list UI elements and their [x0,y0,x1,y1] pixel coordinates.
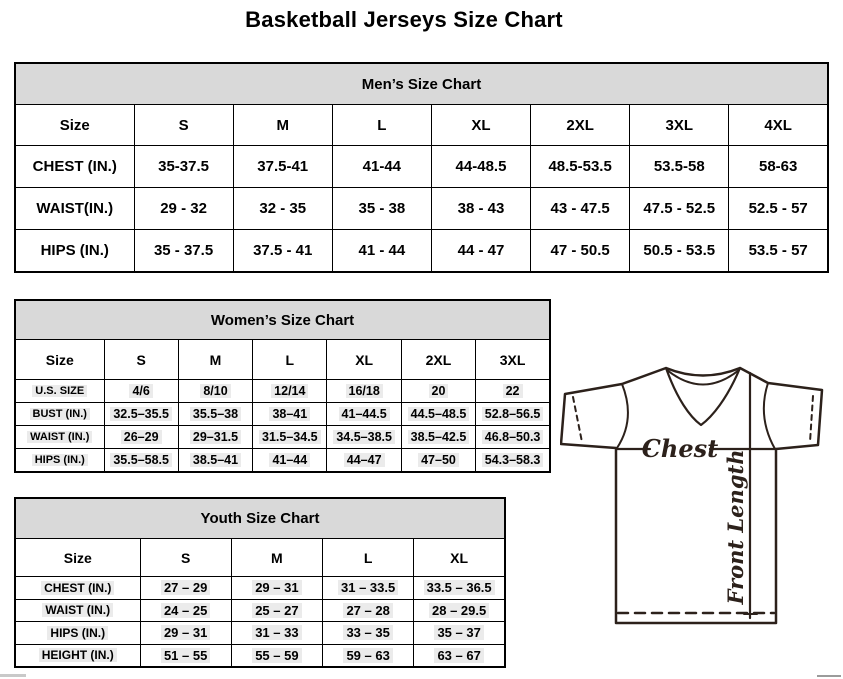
table-row [15,622,505,645]
value-text: 44–47 [344,453,385,467]
value-cell [140,622,231,645]
column-header-text: 3XL [499,351,526,368]
value-text: 37.5-41 [257,158,309,175]
value-cell [104,449,178,473]
column-header [476,340,550,380]
value-text: 27 – 29 [161,580,210,595]
value-cell [104,380,178,403]
value-text: 16/18 [346,384,383,398]
row-label [15,644,140,667]
value-cell [332,230,431,273]
table-row [15,230,828,273]
value-cell [104,403,178,426]
column-header-text: Size [45,351,74,368]
row-label-text: U.S. SIZE [32,385,87,397]
value-text: 38–41 [269,407,310,421]
value-cell [253,380,327,403]
column-header-text: S [136,351,146,368]
column-header [323,539,414,577]
row-label-text: HIPS (IN.) [40,242,109,259]
value-text: 29 - 32 [160,200,207,217]
row-label-text: WAIST(IN.) [36,200,114,217]
column-header [531,105,630,146]
value-cell [630,146,729,188]
value-text: 44 - 47 [457,242,505,259]
value-cell [323,622,414,645]
value-cell [231,622,322,645]
table-row [15,426,550,449]
value-cell [253,449,327,473]
value-text: 33.5 – 36.5 [424,580,495,595]
youth-size-table [14,497,506,668]
column-header [729,105,828,146]
edge-artifact-left [0,674,26,677]
value-text: 35-37.5 [158,158,209,175]
value-text: 29–31.5 [190,430,241,444]
value-text: 12/14 [271,384,308,398]
value-cell [327,380,401,403]
value-text: 35 - 37.5 [153,242,214,259]
column-header [431,105,530,146]
row-label-text: HIPS (IN.) [32,454,88,466]
row-label [15,622,140,645]
value-text: 41–44 [269,453,310,467]
value-cell [233,146,332,188]
size-table [14,299,551,473]
value-cell [476,449,550,473]
value-cell [414,599,505,622]
row-label-text: CHEST (IN.) [32,158,117,175]
row-label-text: WAIST (IN.) [42,603,113,617]
table-row [15,188,828,230]
value-cell [253,426,327,449]
column-header-text: 2XL [425,351,452,368]
table-row [15,146,828,188]
column-header [134,105,233,146]
column-header [104,340,178,380]
column-header-text: Size [59,116,90,134]
value-cell [729,230,828,273]
value-cell [134,188,233,230]
row-label-text: CHEST (IN.) [41,581,114,595]
column-header [231,539,322,577]
value-text: 44.5–48.5 [408,407,470,421]
jersey-measurement-diagram [560,365,840,635]
value-text: 27 – 28 [343,603,392,618]
column-header-text: S [178,116,189,134]
column-header-text: M [276,116,289,134]
size-table [14,62,829,273]
value-text: 20 [429,384,449,398]
value-cell [476,403,550,426]
value-text: 31.5–34.5 [259,430,321,444]
column-header [332,105,431,146]
value-text: 51 – 55 [161,648,210,663]
value-text: 46.8–50.3 [482,430,544,444]
column-header-text: 3XL [665,116,694,134]
table-row [15,380,550,403]
row-label [15,426,104,449]
value-cell [233,188,332,230]
table-row [15,449,550,473]
value-text: 41–44.5 [339,407,390,421]
column-header-text: S [180,549,191,566]
column-header-text: M [209,351,222,368]
column-header-row [15,105,828,146]
value-cell [401,403,475,426]
column-header-row [15,340,550,380]
column-header-text: Size [63,549,92,566]
row-label [15,230,134,273]
value-text: 55 – 59 [252,648,301,663]
row-label [15,146,134,188]
value-text: 41 - 44 [358,242,406,259]
value-text: 31 – 33.5 [338,580,398,595]
table-row [15,577,505,600]
table-title [15,498,505,539]
value-cell [323,599,414,622]
row-label-text: BUST (IN.) [30,408,90,420]
value-text: 52.8–56.5 [482,407,544,421]
table-row [15,599,505,622]
value-cell [253,403,327,426]
value-text: 58-63 [758,158,798,175]
column-header-text: XL [471,116,491,134]
value-cell [630,230,729,273]
value-text: 59 – 63 [343,648,392,663]
value-text: 48.5-53.5 [548,158,612,175]
value-cell [140,599,231,622]
value-text: 47.5 - 52.5 [643,200,716,217]
value-text: 37.5 - 41 [253,242,313,259]
row-label-text: HIPS (IN.) [47,626,108,640]
column-header [140,539,231,577]
value-cell [233,230,332,273]
column-header [15,340,104,380]
table-title [15,63,828,105]
column-header-text: L [363,549,373,566]
value-text: 47–50 [418,453,459,467]
table-row [15,644,505,667]
row-label [15,599,140,622]
value-cell [414,622,505,645]
row-label-text: HEIGHT (IN.) [39,648,117,662]
value-cell [431,146,530,188]
value-cell [401,380,475,403]
value-text: 41-44 [362,158,402,175]
value-cell [104,426,178,449]
value-text: 38 - 43 [457,200,505,217]
row-label [15,380,104,403]
value-text: 25 – 27 [252,603,301,618]
value-cell [332,188,431,230]
value-text: 52.5 - 57 [748,200,808,217]
value-text: 8/10 [200,384,230,398]
table-title-row [15,63,828,105]
column-header [15,539,140,577]
value-text: 32 - 35 [259,200,307,217]
column-header-text: L [377,116,387,134]
value-cell [178,403,252,426]
value-text: 34.5–38.5 [333,430,395,444]
value-cell [134,146,233,188]
front-length-label: Front Length [723,449,748,605]
value-cell [140,644,231,667]
value-cell [414,577,505,600]
table-title-text: Men’s Size Chart [361,75,482,93]
column-header-row [15,539,505,577]
value-text: 4/6 [129,384,152,398]
value-text: 24 – 25 [161,603,210,618]
column-header-text: 4XL [764,116,792,134]
value-text: 38.5–41 [190,453,241,467]
jersey-outline [561,368,822,623]
table-title [15,300,550,340]
edge-artifact-right [817,675,841,677]
row-label [15,449,104,473]
column-header [414,539,505,577]
value-text: 31 – 33 [252,625,301,640]
column-header [401,340,475,380]
value-text: 50.5 - 53.5 [643,242,716,259]
value-text: 63 – 67 [434,648,483,663]
value-cell [531,188,630,230]
column-header [233,105,332,146]
value-text: 35.5–38 [190,407,241,421]
column-header [15,105,134,146]
value-cell [401,449,475,473]
womens-size-table [14,299,551,473]
value-cell [323,577,414,600]
value-text: 29 – 31 [252,580,301,595]
value-text: 53.5 - 57 [748,242,808,259]
chest-label: Chest [641,434,719,463]
value-cell [729,146,828,188]
value-cell [323,644,414,667]
value-text: 44-48.5 [455,158,507,175]
value-text: 35 - 38 [358,200,406,217]
value-cell [476,426,550,449]
value-text: 47 - 50.5 [550,242,610,259]
value-cell [231,599,322,622]
value-text: 35 – 37 [434,625,483,640]
value-cell [134,230,233,273]
value-cell [178,449,252,473]
value-text: 38.5–42.5 [408,430,470,444]
value-cell [231,644,322,667]
table-title-row [15,300,550,340]
value-text: 43 - 47.5 [550,200,610,217]
value-text: 54.3–58.3 [482,453,544,467]
row-label [15,403,104,426]
row-label [15,188,134,230]
value-cell [327,403,401,426]
value-cell [630,188,729,230]
value-cell [231,577,322,600]
value-cell [401,426,475,449]
value-text: 29 – 31 [161,625,210,640]
row-label [15,577,140,600]
value-cell [476,380,550,403]
value-cell [531,146,630,188]
column-header [327,340,401,380]
value-cell [140,577,231,600]
table-title-text: Women’s Size Chart [210,311,355,329]
value-text: 26–29 [121,430,162,444]
value-cell [729,188,828,230]
size-table [14,497,506,668]
column-header-text: XL [355,351,374,368]
column-header-text: M [271,549,283,566]
column-header-text: 2XL [566,116,594,134]
value-cell [178,380,252,403]
column-header-text: L [285,351,295,368]
column-header [178,340,252,380]
value-cell [431,188,530,230]
column-header-text: XL [450,549,469,566]
row-label-text: WAIST (IN.) [27,431,92,443]
value-cell [332,146,431,188]
value-text: 22 [503,384,523,398]
value-text: 28 – 29.5 [429,603,489,618]
value-cell [414,644,505,667]
value-text: 53.5-58 [653,158,705,175]
value-cell [431,230,530,273]
table-title-row [15,498,505,539]
value-text: 32.5–35.5 [110,407,172,421]
value-cell [327,449,401,473]
page-title: Basketball Jerseys Size Chart [245,7,563,32]
column-header [253,340,327,380]
value-cell [178,426,252,449]
value-text: 33 – 35 [343,625,392,640]
value-cell [531,230,630,273]
table-row [15,403,550,426]
value-cell [327,426,401,449]
table-title-text: Youth Size Chart [200,510,320,527]
column-header [630,105,729,146]
value-text: 35.5–58.5 [110,453,172,467]
mens-size-table [14,62,829,273]
